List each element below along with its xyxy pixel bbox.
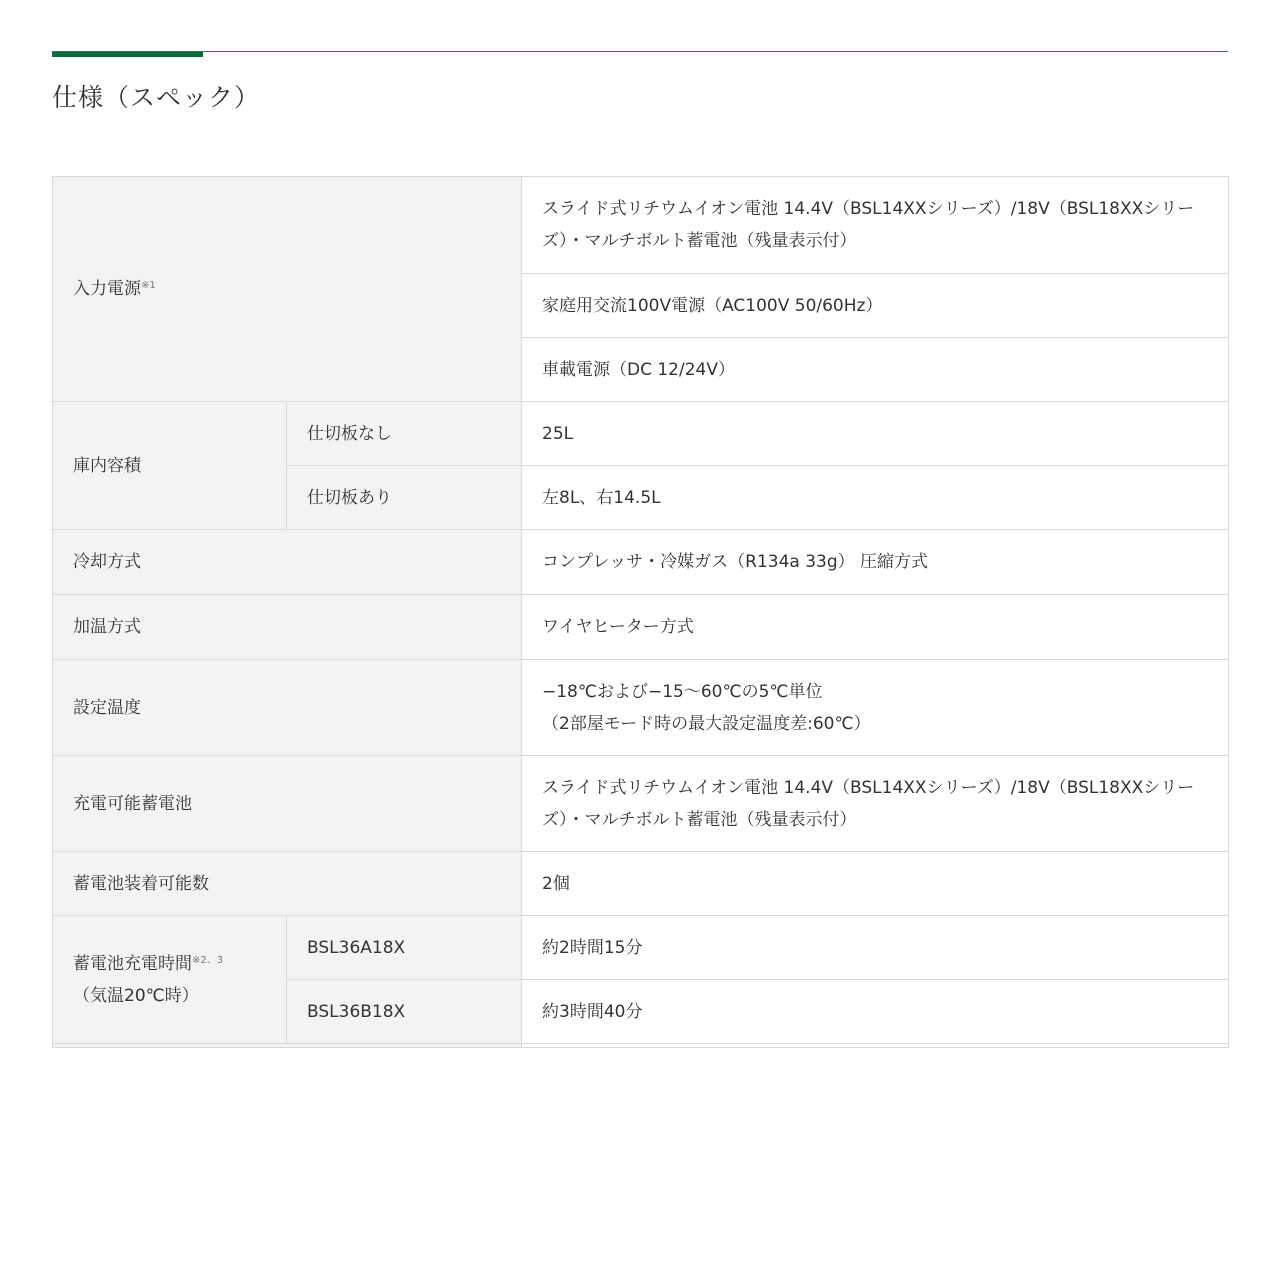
power-value-ac: 家庭用交流100V電源（AC100V 50/60Hz） <box>522 274 1229 338</box>
temperature-value <box>522 660 1229 756</box>
table-row <box>53 595 1229 660</box>
charge-time-label: 蓄電池充電時間 <box>73 953 192 974</box>
cooling-label: 冷却方式 <box>53 530 522 595</box>
heating-label: 加温方式 <box>53 595 522 660</box>
table-row <box>53 177 1229 274</box>
page-title: 仕様（スペック） <box>52 83 261 112</box>
charge-time-note: ※2、3 <box>192 954 224 966</box>
cooling-value: コンプレッサ・冷媒ガス（R134a 33g） 圧縮方式 <box>522 530 1229 595</box>
capacity-label: 庫内容積 <box>53 402 287 530</box>
power-value-dc: 車載電源（DC 12/24V） <box>522 338 1229 402</box>
charge-time-label-cell <box>53 916 287 1044</box>
temperature-value-line1: −18℃および−15～60℃の5℃単位 <box>542 681 823 702</box>
table-row <box>53 402 1229 466</box>
rechargeable-value: スライド式リチウムイオン電池 14.4V（BSL14XXシリーズ）/18V（BSL18XXシリーズ）・マルチボルト蓄電池（残量表示付） <box>522 756 1229 852</box>
row-label-power <box>53 177 522 402</box>
charge-time-condition: （気温20℃時） <box>73 985 199 1006</box>
table-row <box>53 530 1229 595</box>
power-label: 入力電源 <box>73 279 141 299</box>
capacity-value: 25L <box>522 402 1229 466</box>
charge-time-model: BSL36B18X <box>287 980 522 1044</box>
title-rule-accent <box>52 52 203 57</box>
table-row-cut <box>53 1044 1229 1048</box>
rechargeable-label: 充電可能蓄電池 <box>53 756 522 852</box>
table-row <box>53 916 1229 980</box>
cut-cell <box>53 1044 522 1048</box>
temperature-label: 設定温度 <box>53 660 522 756</box>
table-row <box>53 756 1229 852</box>
power-value-battery: スライド式リチウムイオン電池 14.4V（BSL14XXシリーズ）/18V（BSL18XXシリーズ）・マルチボルト蓄電池（残量表示付） <box>522 177 1229 274</box>
cut-cell <box>522 1044 1229 1048</box>
table-row <box>53 852 1229 916</box>
battery-count-value: 2個 <box>522 852 1229 916</box>
table-row <box>53 660 1229 756</box>
capacity-value: 左8L、右14.5L <box>522 466 1229 530</box>
capacity-sub-label: 仕切板なし <box>287 402 522 466</box>
charge-time-model: BSL36A18X <box>287 916 522 980</box>
charge-time-value: 約3時間40分 <box>522 980 1229 1044</box>
charge-time-value: 約2時間15分 <box>522 916 1229 980</box>
power-note: ※1 <box>141 280 156 291</box>
heating-value: ワイヤヒーター方式 <box>522 595 1229 660</box>
temperature-value-line2: （2部屋モード時の最大設定温度差:60℃） <box>542 713 871 734</box>
battery-count-label: 蓄電池装着可能数 <box>53 852 522 916</box>
spec-table <box>52 176 1229 1048</box>
capacity-sub-label: 仕切板あり <box>287 466 522 530</box>
title-rule <box>52 51 1228 52</box>
